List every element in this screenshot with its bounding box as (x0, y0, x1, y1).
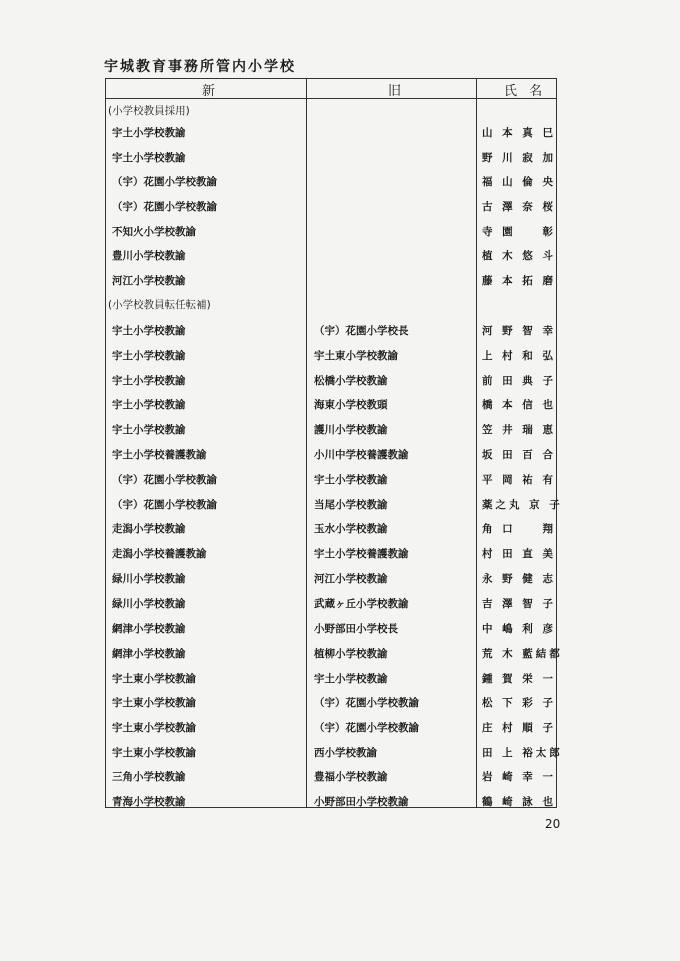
table-row (106, 443, 556, 467)
old-position: （宇）花園小学校教諭 (314, 722, 419, 734)
old-position: 宇土小学校教諭 (314, 673, 388, 685)
new-position: 河江小学校教諭 (112, 275, 186, 287)
person-name: 笠 井 瑞 恵 (482, 424, 556, 436)
section-heading (106, 293, 556, 317)
new-position: （宇）花園小学校教諭 (112, 201, 217, 213)
section-heading (106, 99, 556, 123)
table-row (106, 146, 556, 170)
old-position: 植柳小学校教諭 (314, 648, 388, 660)
person-name: 野 川 寂 加 (482, 152, 556, 164)
section-label: (小学校教員転任転補) (108, 299, 211, 311)
old-position: （宇）花園小学校長 (314, 325, 409, 337)
old-position: 宇土小学校養護教諭 (314, 548, 409, 560)
old-position: 西小学校教諭 (314, 747, 377, 759)
new-position: 網津小学校教諭 (112, 623, 186, 635)
table-row (106, 493, 563, 517)
person-name: 平 岡 祐 有 (482, 474, 556, 486)
new-position: 宇土小学校教諭 (112, 152, 186, 164)
new-position: 走潟小学校教諭 (112, 523, 186, 535)
person-name: 古 澤 奈 桜 (482, 201, 556, 213)
table-row (106, 468, 556, 492)
header-new: 新 (202, 84, 220, 99)
new-position: 走潟小学校養護教諭 (112, 548, 207, 560)
table-row (106, 269, 556, 293)
old-position: 松橋小学校教諭 (314, 375, 388, 387)
section-label: (小学校教員採用) (108, 105, 190, 117)
table-row (106, 790, 556, 814)
old-position: 護川小学校教諭 (314, 424, 388, 436)
header-name: 氏 名 (504, 84, 547, 99)
person-name: 村 田 直 美 (482, 548, 556, 560)
table-row (106, 741, 563, 765)
person-name: 坂 田 百 合 (482, 449, 556, 461)
person-name: 吉 澤 智 子 (482, 598, 556, 610)
new-position: 三角小学校教諭 (112, 771, 186, 783)
person-name: 河 野 智 幸 (482, 325, 556, 337)
table-row (106, 244, 556, 268)
new-position: 宇土小学校教諭 (112, 325, 186, 337)
new-position: 宇土小学校教諭 (112, 399, 186, 411)
person-name: 角 口 翔 (482, 523, 556, 535)
person-name: 前 田 典 子 (482, 375, 556, 387)
old-position: 小野部田小学校長 (314, 623, 398, 635)
new-position: 宇土東小学校教諭 (112, 673, 196, 685)
table-row (106, 567, 556, 591)
table-row (106, 592, 556, 616)
table-row (106, 517, 556, 541)
new-position: 網津小学校教諭 (112, 648, 186, 660)
table-row (106, 765, 556, 789)
person-name: 寺 園 彰 (482, 226, 556, 238)
person-name: 永 野 健 志 (482, 573, 556, 585)
table-row (106, 393, 556, 417)
table-row (106, 344, 556, 368)
person-name: 上 村 和 弘 (482, 350, 556, 362)
person-name: 薬之丸 京 子 (482, 499, 563, 511)
table-header (106, 79, 556, 99)
page-number: 20 (545, 817, 561, 831)
old-position: 武蔵ヶ丘小学校教諭 (314, 598, 409, 610)
old-position: 海東小学校教頭 (314, 399, 388, 411)
old-position: （宇）花園小学校教諭 (314, 697, 419, 709)
person-name: 植 木 悠 斗 (482, 250, 556, 262)
old-position: 宇土小学校教諭 (314, 474, 388, 486)
person-name: 橋 本 信 也 (482, 399, 556, 411)
person-name: 岩 崎 幸 一 (482, 771, 556, 783)
person-name: 中 嶋 利 彦 (482, 623, 556, 635)
old-position: 宇土東小学校教諭 (314, 350, 398, 362)
old-position: 小川中学校養護教諭 (314, 449, 409, 461)
person-name: 鍾 賀 栄 一 (482, 673, 556, 685)
new-position: 宇土小学校教諭 (112, 375, 186, 387)
table-row (106, 220, 556, 244)
table-row (106, 642, 563, 666)
table-row (106, 319, 556, 343)
new-position: 不知火小学校教諭 (112, 226, 196, 238)
table-row (106, 617, 556, 641)
person-name: 山 本 真 巳 (482, 127, 556, 139)
table-row (106, 667, 556, 691)
new-position: 緑川小学校教諭 (112, 573, 186, 585)
person-name: 福 山 倫 央 (482, 176, 556, 188)
table-row (106, 418, 556, 442)
new-position: 宇土小学校養護教諭 (112, 449, 207, 461)
new-position: 宇土小学校教諭 (112, 127, 186, 139)
table-row (106, 369, 556, 393)
new-position: 宇土東小学校教諭 (112, 722, 196, 734)
new-position: （宇）花園小学校教諭 (112, 474, 217, 486)
new-position: 宇土東小学校教諭 (112, 747, 196, 759)
person-name: 鶴 崎 詠 也 (482, 796, 556, 808)
new-position: （宇）花園小学校教諭 (112, 176, 217, 188)
table-row (106, 121, 556, 145)
new-position: 青海小学校教諭 (112, 796, 186, 808)
table-row (106, 716, 556, 740)
new-position: 宇土東小学校教諭 (112, 697, 196, 709)
page-title: 宇城教育事務所管内小学校 (104, 59, 296, 75)
person-name: 藤 本 拓 磨 (482, 275, 556, 287)
new-position: 宇土小学校教諭 (112, 350, 186, 362)
person-name: 庄 村 順 子 (482, 722, 556, 734)
new-position: （宇）花園小学校教諭 (112, 499, 217, 511)
table-row (106, 691, 556, 715)
personnel-table (105, 78, 563, 808)
new-position: 宇土小学校教諭 (112, 424, 186, 436)
old-position: 当尾小学校教諭 (314, 499, 388, 511)
person-name: 荒 木 藍結都 (482, 648, 563, 660)
old-position: 河江小学校教諭 (314, 573, 388, 585)
person-name: 田 上 裕太郎 (482, 747, 563, 759)
table-row (106, 170, 556, 194)
old-position: 玉水小学校教諭 (314, 523, 388, 535)
old-position: 小野部田小学校教諭 (314, 796, 409, 808)
table-row (106, 195, 556, 219)
table-row (106, 542, 556, 566)
person-name: 松 下 彩 子 (482, 697, 556, 709)
new-position: 豊川小学校教諭 (112, 250, 186, 262)
new-position: 緑川小学校教諭 (112, 598, 186, 610)
header-old: 旧 (388, 84, 406, 99)
old-position: 豊福小学校教諭 (314, 771, 388, 783)
